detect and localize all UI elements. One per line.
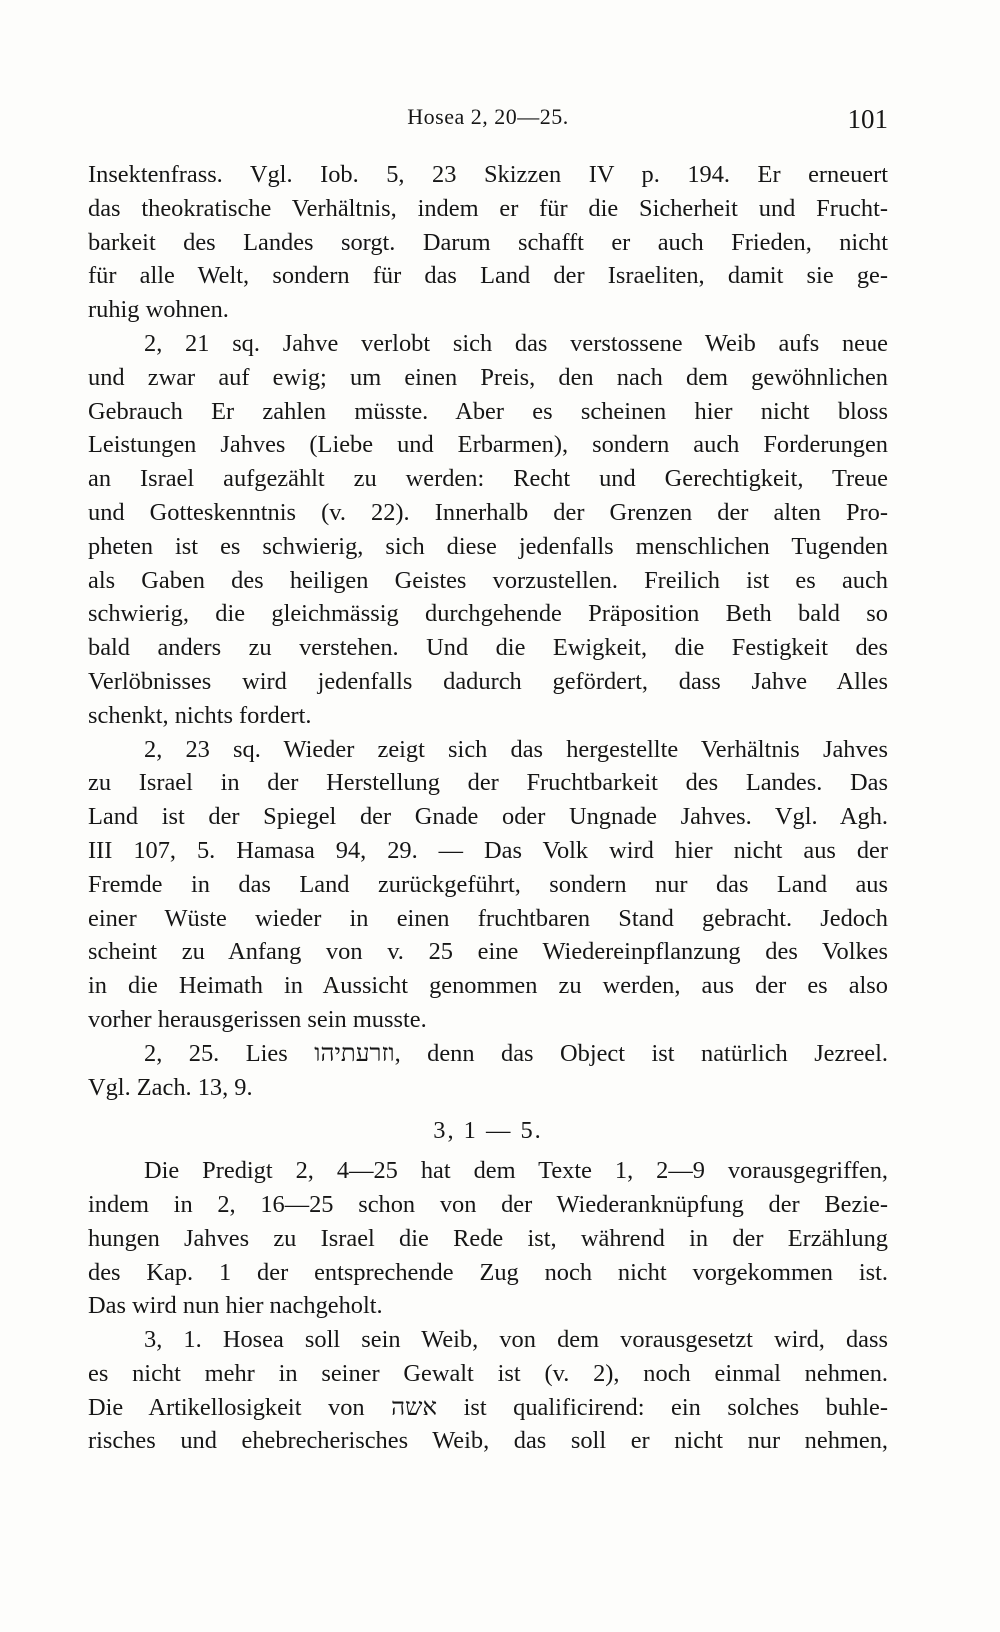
text-line: Verlöbnisses wird jedenfalls dadurch gefördert, dass Jahve Alles [88, 667, 888, 695]
text-line: scheint zu Anfang von v. 25 eine Wiedereinpflanzung des Volkes [88, 938, 888, 966]
text-line: 2, 23 sq. Wieder zeigt sich das hergestellte Verhältnis Jahves [144, 735, 888, 763]
text-line: zu Israel in der Herstellung der Fruchtbarkeit des Landes. Das [88, 769, 888, 797]
text-line: Vgl. Zach. 13, 9. [88, 1073, 253, 1101]
text-line: Das wird nun hier nachgeholt. [88, 1292, 383, 1320]
text-line: barkeit des Landes sorgt. Darum schafft er auch Frieden, nicht [88, 228, 888, 256]
running-title: Hosea 2, 20—25. [407, 104, 569, 129]
text-line: Leistungen Jahves (Liebe und Erbarmen), sondern auch Forderungen [88, 431, 888, 459]
body-text [88, 158, 888, 1458]
text-line: als Gaben des heiligen Geistes vorzustellen. Freilich ist es auch [88, 566, 888, 594]
text-line: hungen Jahves zu Israel die Rede ist, während in der Erzählung [88, 1224, 888, 1252]
page-number: 101 [847, 104, 888, 134]
text-line: Die Predigt 2, 4—25 hat dem Texte 1, 2—9 vorausgegriffen, [144, 1157, 888, 1185]
text-line: risches und ehebrecherisches Weib, das soll er nicht nur nehmen, [88, 1427, 888, 1455]
text-line: für alle Welt, sondern für das Land der Israeliten, damit sie ge- [88, 262, 888, 290]
text-line: Insektenfrass. Vgl. Iob. 5, 23 Skizzen IV p. 194. Er erneuert [88, 161, 888, 188]
text-line: es nicht mehr in seiner Gewalt ist (v. 2), noch einmal nehmen. [88, 1359, 888, 1387]
page-header [88, 104, 888, 134]
text-line: und zwar auf ewig; um einen Preis, den nach dem gewöhnlichen [88, 363, 888, 391]
text-line: schenkt, nichts fordert. [88, 701, 312, 729]
text-line: vorher herausgerissen sein musste. [88, 1005, 427, 1033]
text-line: Fremde in das Land zurückgeführt, sondern nur das Land aus [88, 870, 888, 898]
text-line: schwierig, die gleichmässig durchgehende Präposition Beth bald so [88, 600, 888, 628]
text-line: das theokratische Verhältnis, indem er für die Sicherheit und Frucht- [88, 194, 888, 222]
text-line: des Kap. 1 der entsprechende Zug noch nicht vorgekommen ist. [88, 1258, 888, 1286]
text-line: 2, 21 sq. Jahve verlobt sich das verstossene Weib aufs neue [144, 329, 888, 357]
text-line: 2, 25. Lies וזרעתיהו, denn das Object ist natürlich Jezreel. [144, 1039, 888, 1067]
text-line: Gebrauch Er zahlen müsste. Aber es scheinen hier nicht bloss [88, 397, 888, 425]
text-line: an Israel aufgezählt zu werden: Recht und Gerechtigkeit, Treue [88, 465, 888, 493]
text-line: bald anders zu verstehen. Und die Ewigkeit, die Festigkeit des [88, 634, 888, 662]
section-heading: 3, 1 — 5. [433, 1117, 543, 1145]
text-line: Die Artikellosigkeit von אשה ist qualificirend: ein solches buhle- [88, 1393, 888, 1421]
text-line: in die Heimath in Aussicht genommen zu werden, aus der es also [88, 972, 888, 1000]
text-line: pheten ist es schwierig, sich diese jedenfalls menschlichen Tugenden [88, 532, 888, 560]
text-line: III 107, 5. Hamasa 94, 29. — Das Volk wird hier nicht aus der [88, 836, 888, 864]
text-line: Land ist der Spiegel der Gnade oder Ungnade Jahves. Vgl. Agh. [88, 803, 888, 831]
text-line: 3, 1. Hosea soll sein Weib, von dem vorausgesetzt wird, dass [144, 1326, 888, 1354]
text-line: und Gotteskenntnis (v. 22). Innerhalb der Grenzen der alten Pro- [88, 498, 888, 526]
text-line: ruhig wohnen. [88, 296, 229, 324]
text-line: indem in 2, 16—25 schon von der Wiederanknüpfung der Bezie- [88, 1190, 888, 1218]
text-line: einer Wüste wieder in einen fruchtbaren Stand gebracht. Jedoch [88, 904, 888, 932]
